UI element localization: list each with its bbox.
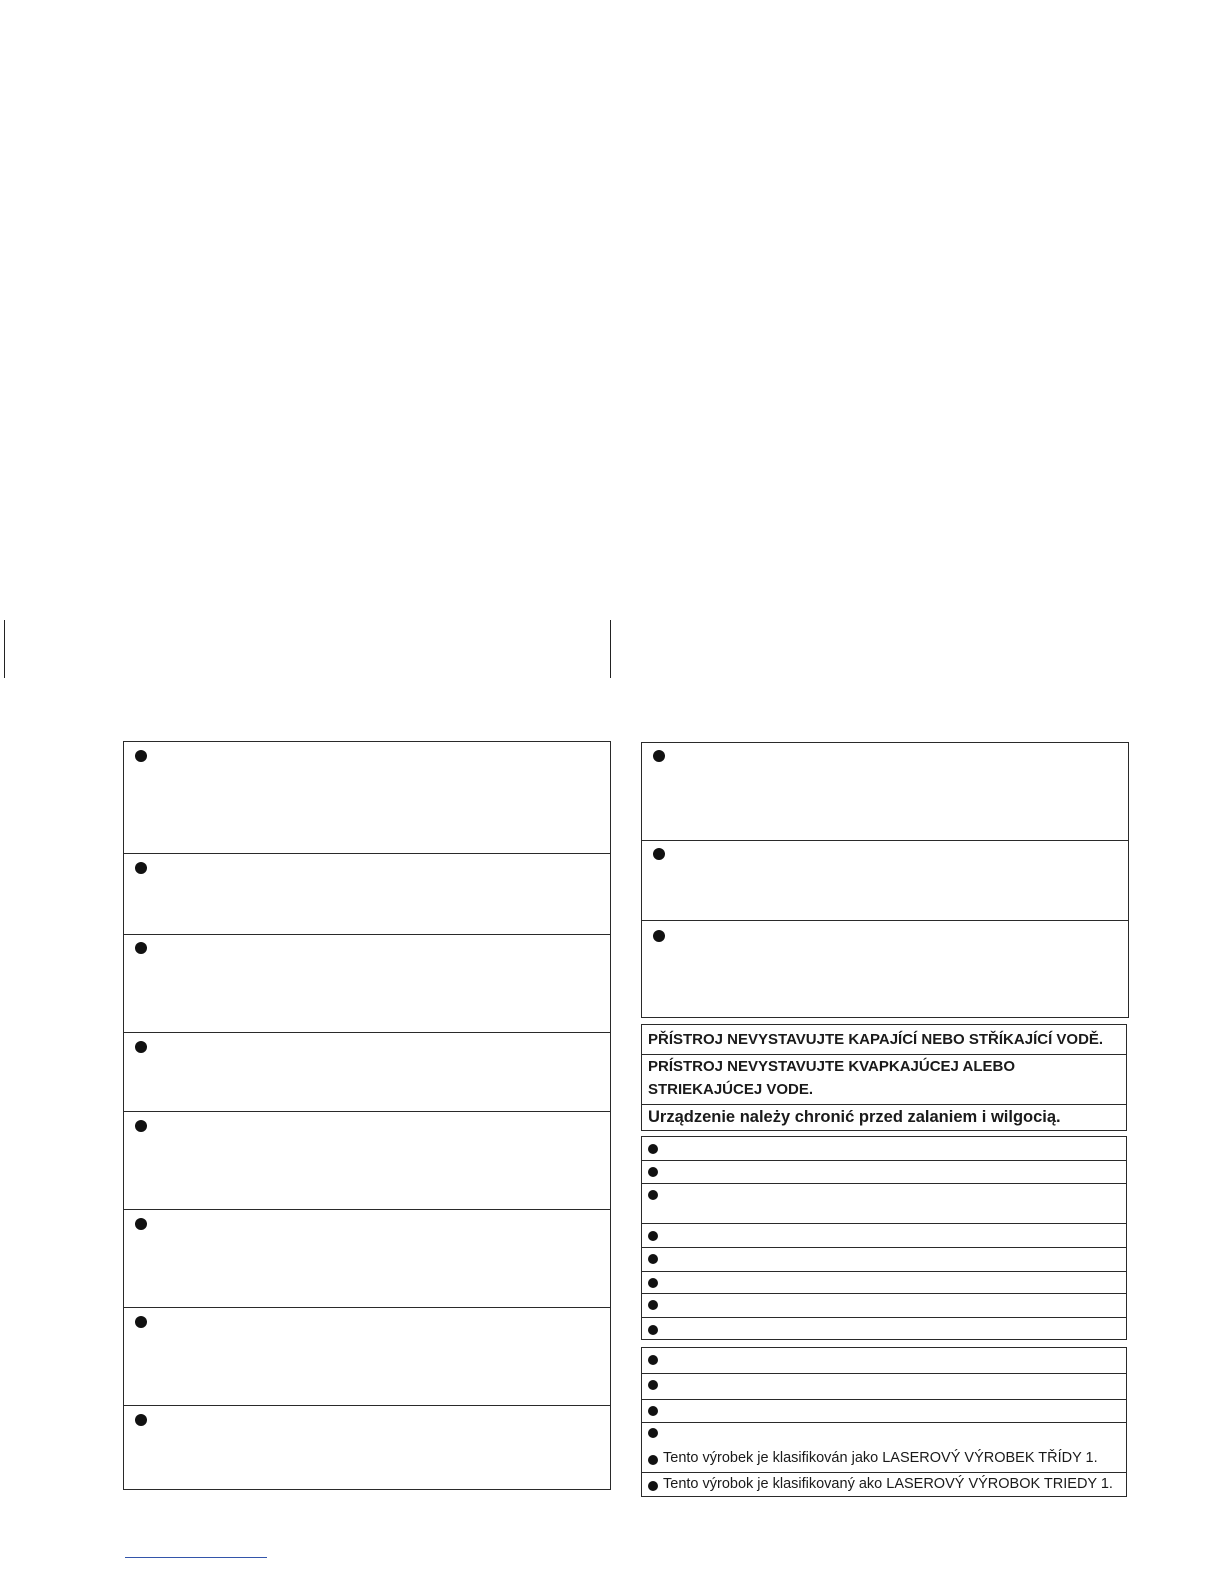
- warning-row-cs: [642, 1025, 1126, 1054]
- bullet-icon: [135, 942, 147, 954]
- left-notice-row: [124, 853, 610, 934]
- left-notice-row: [124, 1032, 610, 1111]
- bullet-icon: [648, 1380, 658, 1390]
- warning-row-pl: [642, 1104, 1126, 1132]
- water-warning-box: [641, 1024, 1127, 1131]
- left-notice-row: [124, 1209, 610, 1307]
- center-margin-line: [610, 620, 611, 678]
- laser-row-sk: [642, 1472, 1126, 1498]
- bullet-icon: [653, 930, 665, 942]
- list-item: [642, 1373, 1126, 1399]
- left-notice-row: [124, 742, 610, 853]
- list-item: [642, 1293, 1126, 1317]
- bullet-icon: [135, 1218, 147, 1230]
- bullet-icon: [135, 750, 147, 762]
- bullet-icon: [135, 1316, 147, 1328]
- bullet-icon: [653, 848, 665, 860]
- bullet-icon: [648, 1355, 658, 1365]
- right-notice-row: [642, 743, 1128, 840]
- bullet-icon: [648, 1455, 658, 1465]
- bullet-icon: [653, 750, 665, 762]
- bullet-icon: [648, 1406, 658, 1416]
- bullet-icon: [648, 1190, 658, 1200]
- bullet-icon: [135, 1041, 147, 1053]
- list-item: [642, 1348, 1126, 1373]
- list-item: [642, 1317, 1126, 1341]
- laser-notice-box: [641, 1347, 1127, 1497]
- bullet-icon: [648, 1428, 658, 1438]
- left-notice-row: [124, 1307, 610, 1405]
- left-notice-table: [123, 741, 611, 1490]
- bullet-icon: [648, 1325, 658, 1335]
- right-notice-table: [641, 742, 1129, 1018]
- laser-row-cs: [642, 1422, 1126, 1472]
- bullet-icon: [648, 1167, 658, 1177]
- footer-line: [125, 1557, 267, 1558]
- left-notice-row: [124, 1111, 610, 1209]
- warning-text-sk: PRÍSTROJ NEVYSTAVUJTE KVAPKAJÚCEJ ALEBO STRIEKAJÚCEJ VODE.: [648, 1058, 1016, 1098]
- warning-text-cs: PŘÍSTROJ NEVYSTAVUJTE KAPAJÍCÍ NEBO STŘÍKAJÍCÍ VODĚ.: [648, 1031, 1104, 1048]
- laser-text-sk: Tento výrobok je klasifikovaný ako LASEROVÝ VÝROBOK TRIEDY 1.: [663, 1476, 1113, 1492]
- bullet-icon: [135, 1414, 147, 1426]
- bullet-icon: [648, 1144, 658, 1154]
- list-item: [642, 1160, 1126, 1183]
- left-margin-line: [4, 620, 5, 678]
- list-item: [642, 1271, 1126, 1293]
- bullet-icon: [648, 1278, 658, 1288]
- bullet-list-box: [641, 1136, 1127, 1340]
- list-item: [642, 1247, 1126, 1271]
- bullet-icon: [648, 1254, 658, 1264]
- right-notice-row: [642, 920, 1128, 1019]
- bullet-icon: [135, 1120, 147, 1132]
- warning-text-pl: Urządzenie należy chronić przed zalaniem i wilgocią.: [648, 1108, 1061, 1126]
- list-item: [642, 1137, 1126, 1160]
- bullet-icon: [135, 862, 147, 874]
- right-notice-row: [642, 840, 1128, 920]
- left-notice-row: [124, 934, 610, 1032]
- laser-text-cs: Tento výrobek je klasifikován jako LASEROVÝ VÝROBEK TŘÍDY 1.: [663, 1450, 1098, 1466]
- bullet-icon: [648, 1231, 658, 1241]
- left-notice-row: [124, 1405, 610, 1491]
- list-item: [642, 1399, 1126, 1422]
- list-item: [642, 1223, 1126, 1247]
- warning-row-sk: [642, 1054, 1126, 1104]
- bullet-icon: [648, 1300, 658, 1310]
- list-item: [642, 1183, 1126, 1223]
- bullet-icon: [648, 1481, 658, 1491]
